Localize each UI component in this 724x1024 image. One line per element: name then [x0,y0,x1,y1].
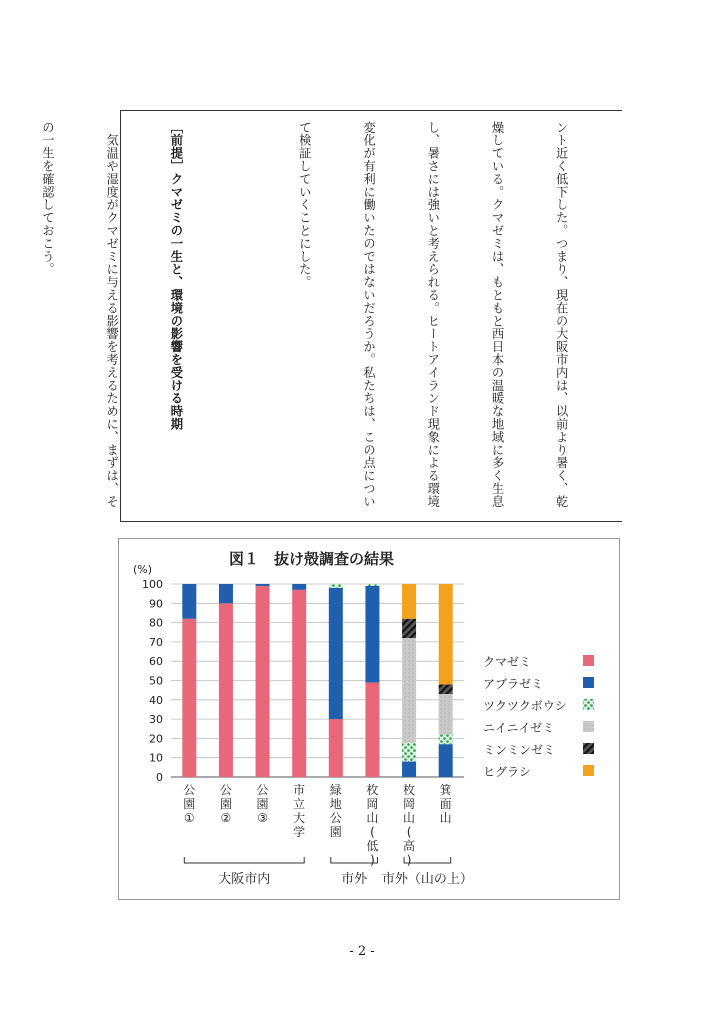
bar-segment [329,584,343,588]
bar-segment [329,719,343,777]
bar-segment [439,694,453,735]
bar-segment [256,586,270,777]
y-tick-label: 90 [149,597,163,611]
legend-swatch [583,765,594,776]
legend-label: ミンミンゼミ [483,743,556,757]
bar-segment [292,590,306,777]
x-tick-label: 岡 [403,797,416,811]
bar-segment [402,619,416,638]
legend-swatch [583,721,594,732]
body-line: 気温や湿度がクマゼミに与える影響を考えるために、まずは、そ [104,121,119,508]
legend-swatch [583,743,594,754]
bar-segment [182,619,196,777]
x-tick-label: 岡 [366,797,379,811]
y-tick-label: 10 [149,751,163,765]
bar-segment [402,638,416,742]
legend-label: アブラゼミ [483,677,544,691]
body-line: の一生を確認しておこう。 [40,121,55,276]
y-axis-unit: (%) [133,563,153,576]
legend-swatch [583,677,594,688]
legend-label: ツクツクボウシ [483,699,567,713]
y-tick-label: 20 [149,732,163,746]
body-line: 燥している。クマゼミは、もともと西日本の温暖な地域に多く生息 [489,121,504,508]
bar-segment [365,586,379,683]
y-tick-label: 80 [149,616,163,630]
body-line: 変化が有利に働いたのではないだろうか。私たちは、この点につい [361,121,376,508]
group-label: 大阪市内 [218,872,271,887]
legend-swatch [583,699,594,710]
x-tick-label: 山 [366,811,379,825]
group-label: 市外 [341,872,368,887]
body-line: ント近く低下した。つまり、現在の大阪市内は、以前より暑く、乾 [554,121,569,508]
x-tick-label: 園 [219,797,232,811]
group-bracket [184,857,304,863]
x-tick-label: 緑 [329,783,342,797]
bar-segment [182,584,196,619]
x-tick-label: 園 [256,797,269,811]
text-frame [40,110,622,522]
bar-segment [329,588,343,719]
bar-segment [439,684,453,694]
x-tick-label: 公 [219,783,232,797]
x-tick-label: 低 [366,839,379,853]
x-tick-label: 枚 [403,783,416,797]
x-tick-label: 大 [293,811,306,825]
y-tick-label: 0 [156,771,163,784]
x-tick-label: 高 [403,839,416,853]
bar-segment [402,742,416,761]
bar-segment [256,584,270,586]
legend-label: クマゼミ [483,655,532,669]
category-groups [184,857,473,887]
y-tick-label: 50 [149,674,163,688]
x-tick-label: 公 [329,811,342,825]
legend-label: ヒグラシ [483,765,532,779]
y-tick-label: 100 [142,578,163,591]
y-tick-labels [142,578,163,784]
stacked-bar-chart [119,539,619,899]
figure-frame [118,538,620,900]
bar-segment [402,584,416,619]
bar-segment [365,682,379,777]
x-tick-label: ① [183,811,195,825]
x-tick-label: 山 [439,811,452,825]
x-tick-label: 枚 [366,783,379,797]
legend [483,655,594,779]
vertical-body-text [0,121,614,513]
x-tick-label: ( [406,825,412,839]
x-tick-label: ② [220,811,232,825]
y-tick-label: 40 [149,693,163,707]
x-tick-label: ( [370,825,375,839]
body-line: し、暑さには強いと考えられる。ヒートアイランド現象による環境 [425,121,440,508]
chart-title: 図１ 抜け殻調査の結果 [229,550,395,568]
legend-swatch [583,655,594,666]
x-tick-label: 箕 [439,783,452,797]
section-heading: ［前提］クマゼミの一生と、環境の影響を受ける時期 [168,121,183,431]
group-label: 市外（山の上） [381,872,473,887]
x-tick-label: 公 [256,783,269,797]
bar-segment [402,762,416,777]
x-tick-label: ) [406,853,412,867]
x-tick-labels [183,782,451,867]
bar-segment [439,735,453,745]
grid-lines [171,584,464,777]
x-tick-label: 面 [439,797,452,811]
x-tick-label: ) [370,853,375,867]
legend-label: ニイニイゼミ [483,721,555,735]
bar-segment [439,584,453,684]
x-tick-label: 園 [329,825,342,839]
x-tick-label: 学 [293,825,306,839]
bar-segment [365,584,379,586]
bar-segment [292,584,306,590]
x-tick-label: 地 [329,797,342,811]
x-tick-label: 山 [403,811,416,825]
x-tick-label: ③ [257,811,268,825]
body-line: て検証していくことにした。 [297,121,312,289]
x-tick-label: 立 [293,797,306,811]
bar-segment [219,584,233,603]
page-number: - 2 - [349,944,375,959]
bar-segment [439,744,453,777]
y-tick-label: 70 [149,635,163,649]
spacer-line [229,121,250,513]
y-tick-label: 60 [149,655,163,669]
x-tick-label: 公 [183,783,196,797]
bar-segment [219,603,233,777]
x-tick-label: 園 [183,797,196,811]
y-tick-label: 30 [149,713,163,727]
x-tick-label: 市 [293,783,306,797]
